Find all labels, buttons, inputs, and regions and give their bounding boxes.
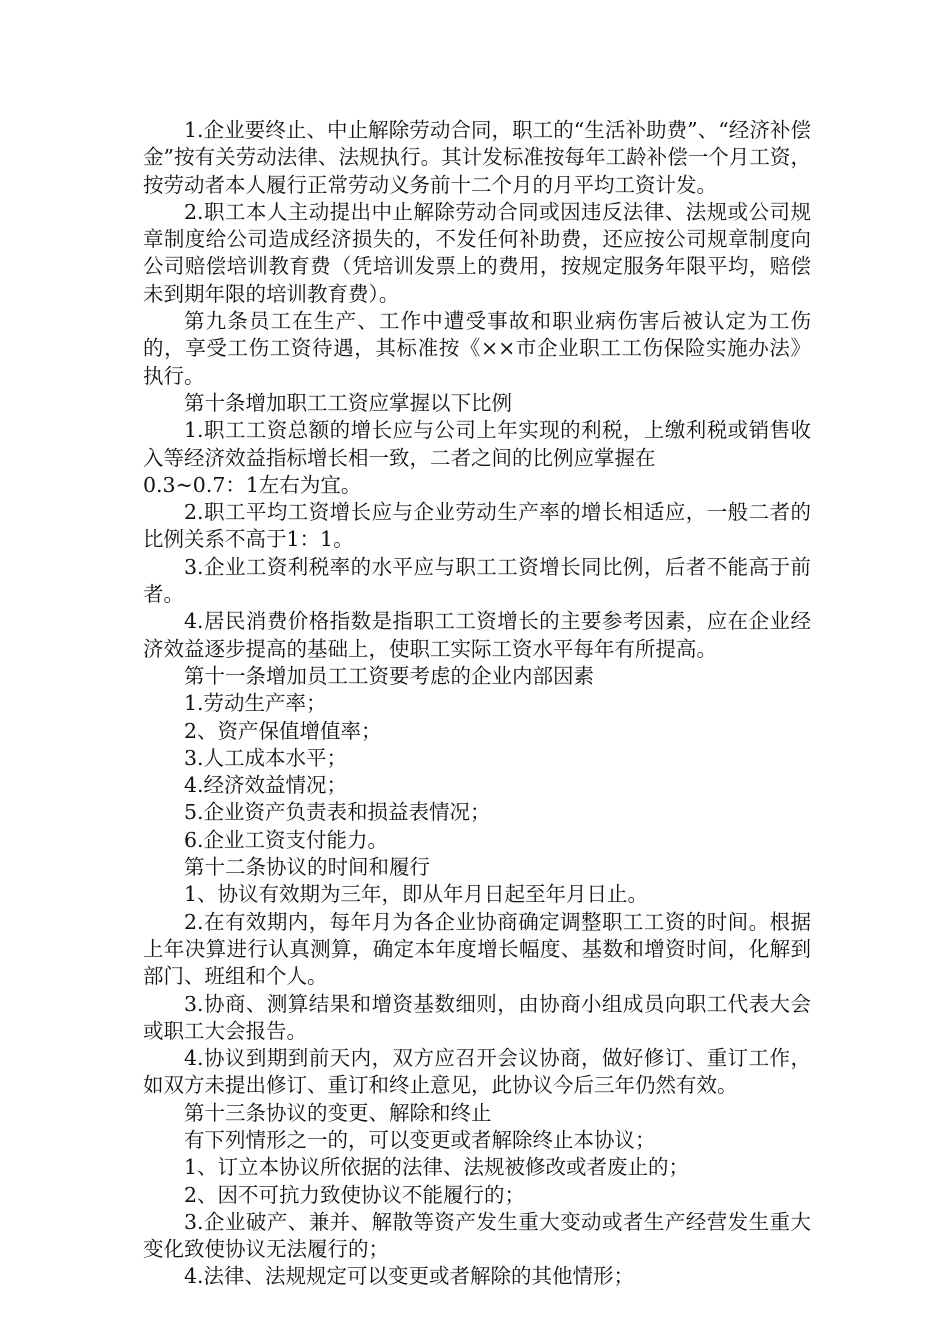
document-body: [143, 117, 811, 1291]
heading-article-11: 第十一条增加员工工资要考虑的企业内部因素: [184, 663, 594, 688]
paragraph-clause-8-item-1: 1.企业要终止、中止解除劳动合同，职工的“生活补助费”、“经济补偿金”按有关劳动法律、法规执行。其计发标准按每年工龄补偿一个月工资，按劳动者本人履行正常劳动义务前十二个月的月平均工资计发。: [143, 118, 811, 197]
list-item-article-11-4: 4.经济效益情况；: [184, 773, 348, 798]
paragraph-article-10-item-3: 3.企业工资利税率的水平应与职工工资增长同比例，后者不能高于前者。: [143, 554, 811, 607]
paragraph-article-12-item-3: 3.协商、测算结果和增资基数细则，由协商小组成员向职工代表大会或职工大会报告。: [143, 991, 811, 1043]
list-item-article-11-6: 6.企业工资支付能力。: [184, 827, 389, 852]
paragraph-article-12-item-4: 4.协议到期到前天内，双方应召开会议协商，做好修订、重订工作，如双方未提出修订、重订和终止意见，此协议今后三年仍然有效。: [143, 1046, 811, 1098]
heading-article-12: 第十二条协议的时间和履行: [184, 855, 430, 880]
paragraph-article-12-item-2: 2.在有效期内，每年月为各企业协商确定调整职工工资的时间。根据上年决算进行认真测算，确定本年度增长幅度、基数和增资时间，化解到部门、班组和个人。: [143, 909, 811, 989]
paragraph-article-10-item-1: 1.职工工资总额的增长应与公司上年实现的利税，上缴利税或销售收入等经济效益指标增长相一致，二者之间的比例应掌握在: [143, 418, 811, 470]
list-item-article-13-4: 4.法律、法规规定可以变更或者解除的其他情形；: [184, 1264, 635, 1289]
heading-article-13: 第十三条协议的变更、解除和终止: [184, 1100, 492, 1125]
list-item-article-13-3: 3.企业破产、兼并、解散等资产发生重大变动或者生产经营发生重大变化致使协议无法履行的；: [143, 1209, 811, 1262]
list-item-article-11-3: 3.人工成本水平；: [184, 745, 348, 770]
paragraph-article-9: 第九条员工在生产、工作中遭受事故和职业病伤害后被认定为工伤的，享受工伤工资待遇，其标准按《××市企业职工工伤保险实施办法》执行。: [143, 309, 811, 388]
list-item-article-13-2: 2、因不可抗力致使协议不能履行的；: [184, 1182, 526, 1207]
paragraph-article-12-item-1: 1、协议有效期为三年，即从年月日起至年月日止。: [184, 882, 649, 907]
paragraph-article-10-item-1-ratio: 0.3~0.7：1左右为宜。: [143, 472, 362, 497]
list-item-article-11-5: 5.企业资产负责表和损益表情况；: [184, 800, 491, 825]
heading-article-10: 第十条增加职工工资应掌握以下比例: [184, 390, 512, 415]
list-item-article-11-2: 2、资产保值增值率；: [184, 718, 382, 743]
paragraph-article-13-intro: 有下列情形之一的，可以变更或者解除终止本协议；: [184, 1127, 656, 1152]
paragraph-clause-8-item-2: 2.职工本人主动提出中止解除劳动合同或因违反法律、法规或公司规章制度给公司造成经济损失的，不发任何补助费，还应按公司规章制度向公司赔偿培训教育费（凭培训发票上的费用，按规定服务年限平均，赔偿未到期年限的培训教育费）。: [143, 199, 811, 306]
list-item-article-11-1: 1.劳动生产率；: [184, 691, 327, 716]
paragraph-article-10-item-2: 2.职工平均工资增长应与企业劳动生产率的增长相适应，一般二者的比例关系不高于1：1。: [143, 500, 811, 552]
paragraph-article-10-item-4: 4.居民消费价格指数是指职工工资增长的主要参考因素，应在企业经济效益逐步提高的基础上，使职工实际工资水平每年有所提高。: [143, 609, 811, 661]
list-item-article-13-1: 1、订立本协议所依据的法律、法规被修改或者废止的；: [184, 1155, 690, 1180]
